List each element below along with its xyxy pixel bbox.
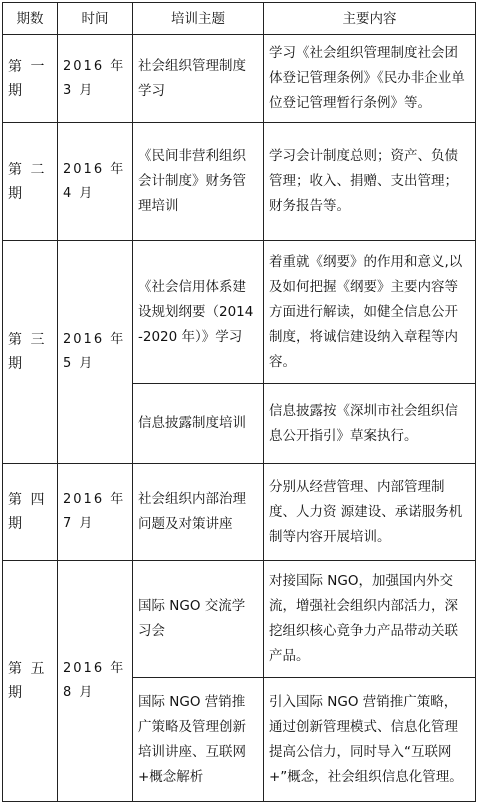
table-row <box>3 123 476 241</box>
time-cell: 2016 年 4 月 <box>58 123 133 241</box>
table-row <box>3 464 476 561</box>
topic-cell: 社会组织管理制度学习 <box>133 35 264 123</box>
time-cell: 2016 年 5 月 <box>58 241 133 464</box>
topic-cell: 《社会信用体系建设规划纲要（2014-2020 年）》学习 <box>133 241 264 384</box>
header-content: 主要内容 <box>264 3 476 35</box>
content-cell: 引入国际 NGO 营销推广策略，通过创新管理模式、信息化管理提高公信力，同时导入“互联网+”概念，社会组织信息化管理。 <box>264 678 476 802</box>
content-cell: 学习会计制度总则；资产、负债管理；收入、捐赠、支出管理；财务报告等。 <box>264 123 476 241</box>
topic-cell: 国际 NGO 交流学习会 <box>133 561 264 678</box>
header-time: 时间 <box>58 3 133 35</box>
period-cell: 第 一 期 <box>3 35 58 123</box>
topic-cell: 《民间非营利组织会计制度》财务管理培训 <box>133 123 264 241</box>
time-cell: 2016 年 8 月 <box>58 561 133 802</box>
period-cell: 第 三 期 <box>3 241 58 464</box>
period-cell: 第 四 期 <box>3 464 58 561</box>
period-cell: 第 五 期 <box>3 561 58 802</box>
content-cell: 分别从经营管理、内部管理制度、人力资 源建设、承诺服务机制等内容开展培训。 <box>264 464 476 561</box>
topic-cell: 信息披露制度培训 <box>133 384 264 464</box>
content-cell: 信息披露按《深圳市社会组织信息公开指引》草案执行。 <box>264 384 476 464</box>
topic-cell: 国际 NGO 营销推广策略及管理创新培训讲座、互联网+概念解析 <box>133 678 264 802</box>
table-row <box>3 561 476 678</box>
header-topic: 培训主题 <box>133 3 264 35</box>
time-cell: 2016 年 3 月 <box>58 35 133 123</box>
content-cell: 着重就《纲要》的作用和意义,以及如何把握《纲要》主要内容等方面进行解读，如健全信息公开制度，将诚信建设纳入章程等内容。 <box>264 241 476 384</box>
content-cell: 对接国际 NGO，加强国内外交流，增强社会组织内部活力，深挖组织核心竟争力产品带动关联产品。 <box>264 561 476 678</box>
topic-cell: 社会组织内部治理问题及对策讲座 <box>133 464 264 561</box>
time-cell: 2016 年 7 月 <box>58 464 133 561</box>
period-cell: 第 二 期 <box>3 123 58 241</box>
header-period: 期数 <box>3 3 58 35</box>
table-row <box>3 241 476 384</box>
content-cell: 学习《社会组织管理制度社会团体登记管理条例》《民办非企业单位登记管理暂行条例》等。 <box>264 35 476 123</box>
training-schedule-table <box>2 2 476 802</box>
table-row <box>3 35 476 123</box>
header-row <box>3 3 476 35</box>
